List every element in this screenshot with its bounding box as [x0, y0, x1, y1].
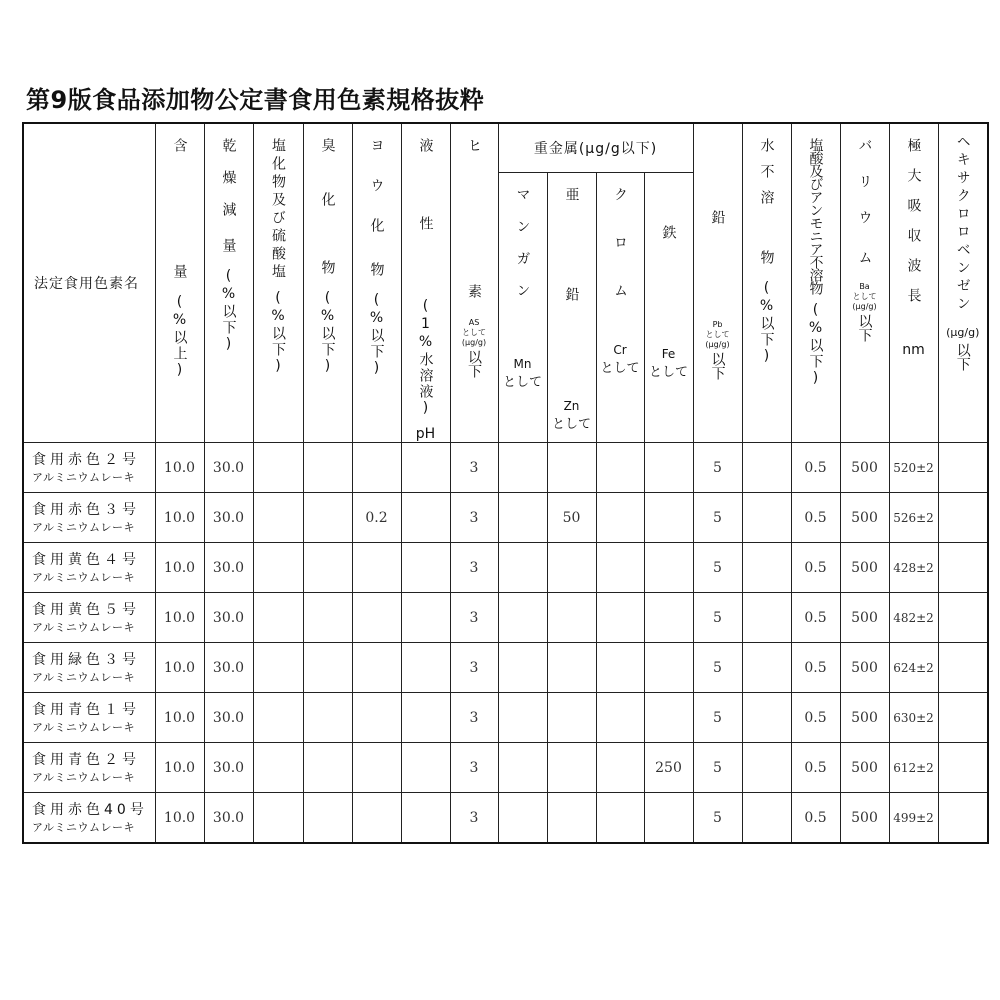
- colorant-name: 食用青色２号: [32, 751, 140, 768]
- header-name: 法定食用色素名: [23, 123, 155, 443]
- cell-empty: [742, 493, 791, 543]
- row-name-cell: [23, 543, 155, 593]
- header-iron: 鉄 Fe として: [644, 172, 693, 442]
- colorant-name: 食用赤色２号: [32, 451, 140, 468]
- cell-empty: [938, 443, 988, 493]
- cell-empty: [498, 543, 547, 593]
- header-lead: 鉛 Pb として (μg/g) 以下: [693, 123, 742, 443]
- cell-arsenic: 3: [450, 643, 498, 693]
- cell-iron: [644, 643, 693, 693]
- header-barium: バリウ ム Ba として (μg/g) 以下: [840, 123, 889, 443]
- colorant-name: 食用黄色４号: [32, 551, 140, 568]
- cell-hcl: 0.5: [791, 443, 840, 493]
- cell-empty: [596, 793, 644, 844]
- row-name-cell: [23, 793, 155, 844]
- row-name-cell: [23, 643, 155, 693]
- cell-lambda: 520±2: [889, 443, 938, 493]
- cell-iron: [644, 793, 693, 844]
- cell-empty: [498, 443, 547, 493]
- cell-hcl: 0.5: [791, 793, 840, 844]
- cell-empty: [742, 643, 791, 693]
- cell-empty: [596, 493, 644, 543]
- cell-empty: [303, 693, 352, 743]
- cell-empty: [938, 593, 988, 643]
- cell-empty: [938, 743, 988, 793]
- spec-table: [22, 122, 989, 844]
- cell-hcl: 0.5: [791, 693, 840, 743]
- cell-empty: [253, 443, 303, 493]
- header-liquid: 液性 (1%水溶液) pH: [401, 123, 450, 443]
- colorant-name: 食用青色１号: [32, 701, 140, 718]
- cell-lead: 5: [693, 443, 742, 493]
- cell-empty: [938, 693, 988, 743]
- cell-empty: [303, 493, 352, 543]
- cell-drying: 30.0: [204, 693, 253, 743]
- cell-empty: [253, 793, 303, 844]
- cell-hcl: 0.5: [791, 743, 840, 793]
- cell-empty: [401, 743, 450, 793]
- cell-content: 10.0: [155, 443, 204, 493]
- cell-lead: 5: [693, 593, 742, 643]
- cell-empty: [253, 593, 303, 643]
- cell-iron: [644, 543, 693, 593]
- cell-arsenic: 3: [450, 743, 498, 793]
- cell-empty: [401, 593, 450, 643]
- cell-content: 10.0: [155, 593, 204, 643]
- cell-arsenic: 3: [450, 693, 498, 743]
- cell-empty: [742, 593, 791, 643]
- cell-empty: [596, 443, 644, 493]
- cell-iron: [644, 493, 693, 543]
- cell-zinc: [547, 643, 596, 693]
- cell-empty: [596, 643, 644, 693]
- colorant-subname: アルミニウムレーキ: [32, 720, 135, 734]
- cell-empty: [498, 593, 547, 643]
- cell-empty: [742, 543, 791, 593]
- cell-empty: [253, 693, 303, 743]
- cell-arsenic: 3: [450, 493, 498, 543]
- cell-iodide: [352, 793, 401, 844]
- cell-empty: [401, 543, 450, 593]
- cell-content: 10.0: [155, 643, 204, 693]
- cell-empty: [401, 493, 450, 543]
- table-row: [23, 493, 988, 543]
- cell-barium: 500: [840, 543, 889, 593]
- cell-iron: [644, 693, 693, 743]
- cell-hcl: 0.5: [791, 643, 840, 693]
- colorant-subname: アルミニウムレーキ: [32, 520, 135, 534]
- cell-lambda: 630±2: [889, 693, 938, 743]
- cell-lambda: 428±2: [889, 543, 938, 593]
- colorant-subname: アルミニウムレーキ: [32, 670, 135, 684]
- cell-empty: [303, 743, 352, 793]
- header-insoluble: 水不溶 物 (%以下): [742, 123, 791, 443]
- colorant-subname: アルミニウムレーキ: [32, 820, 135, 834]
- cell-barium: 500: [840, 593, 889, 643]
- cell-empty: [498, 793, 547, 844]
- cell-zinc: [547, 543, 596, 593]
- table-row: [23, 643, 988, 693]
- cell-barium: 500: [840, 743, 889, 793]
- row-name-cell: [23, 443, 155, 493]
- cell-iodide: [352, 543, 401, 593]
- cell-empty: [401, 793, 450, 844]
- cell-empty: [742, 793, 791, 844]
- cell-arsenic: 3: [450, 543, 498, 593]
- cell-content: 10.0: [155, 793, 204, 844]
- table-row: [23, 743, 988, 793]
- cell-empty: [303, 443, 352, 493]
- cell-empty: [253, 643, 303, 693]
- row-name-cell: [23, 693, 155, 743]
- cell-empty: [401, 443, 450, 493]
- header-drying: 乾燥減 量 (%以下): [204, 123, 253, 443]
- cell-barium: 500: [840, 493, 889, 543]
- cell-arsenic: 3: [450, 593, 498, 643]
- colorant-subname: アルミニウムレーキ: [32, 470, 135, 484]
- header-absorption: 極大吸収波長 nm: [889, 123, 938, 443]
- cell-lambda: 482±2: [889, 593, 938, 643]
- cell-lambda: 612±2: [889, 743, 938, 793]
- cell-empty: [401, 643, 450, 693]
- header-arsenic: ヒ 素 AS として (μg/g) 以下: [450, 123, 498, 443]
- cell-drying: 30.0: [204, 543, 253, 593]
- cell-empty: [253, 493, 303, 543]
- cell-iodide: [352, 693, 401, 743]
- colorant-subname: アルミニウムレーキ: [32, 570, 135, 584]
- cell-iron: [644, 593, 693, 643]
- cell-lead: 5: [693, 793, 742, 844]
- cell-empty: [303, 793, 352, 844]
- row-name-cell: [23, 493, 155, 543]
- cell-iodide: [352, 743, 401, 793]
- header-row-1: [23, 123, 988, 172]
- colorant-name: 食用赤色３号: [32, 501, 140, 518]
- cell-empty: [401, 693, 450, 743]
- cell-zinc: [547, 793, 596, 844]
- cell-barium: 500: [840, 793, 889, 844]
- cell-lead: 5: [693, 543, 742, 593]
- header-chromium: クロム Cr として: [596, 172, 644, 442]
- colorant-subname: アルミニウムレーキ: [32, 770, 135, 784]
- table-row: [23, 593, 988, 643]
- cell-empty: [303, 643, 352, 693]
- colorant-name: 食用黄色５号: [32, 601, 140, 618]
- cell-iron: [644, 443, 693, 493]
- header-heavy-metals: 重金属(μg/g以下): [498, 123, 693, 172]
- table-row: [23, 543, 988, 593]
- cell-zinc: 50: [547, 493, 596, 543]
- cell-barium: 500: [840, 443, 889, 493]
- cell-empty: [938, 493, 988, 543]
- cell-zinc: [547, 443, 596, 493]
- cell-empty: [498, 743, 547, 793]
- header-hcl-ammonia: 塩酸及びアンモニア不溶物 (%以下): [791, 123, 840, 443]
- cell-drying: 30.0: [204, 443, 253, 493]
- cell-iron: 250: [644, 743, 693, 793]
- cell-empty: [938, 793, 988, 844]
- cell-iodide: 0.2: [352, 493, 401, 543]
- cell-lead: 5: [693, 693, 742, 743]
- header-iodide: ヨウ化 物 (%以下): [352, 123, 401, 443]
- header-zinc: 亜鉛 Zn として: [547, 172, 596, 442]
- cell-empty: [742, 743, 791, 793]
- colorant-subname: アルミニウムレーキ: [32, 620, 135, 634]
- cell-content: 10.0: [155, 493, 204, 543]
- cell-zinc: [547, 693, 596, 743]
- cell-drying: 30.0: [204, 593, 253, 643]
- cell-empty: [742, 693, 791, 743]
- cell-content: 10.0: [155, 543, 204, 593]
- cell-empty: [498, 493, 547, 543]
- cell-lead: 5: [693, 493, 742, 543]
- cell-lambda: 624±2: [889, 643, 938, 693]
- colorant-name: 食用赤色40号: [32, 801, 148, 818]
- cell-empty: [253, 543, 303, 593]
- cell-arsenic: 3: [450, 443, 498, 493]
- cell-iodide: [352, 643, 401, 693]
- cell-hcl: 0.5: [791, 493, 840, 543]
- cell-content: 10.0: [155, 693, 204, 743]
- table-row: [23, 793, 988, 844]
- cell-empty: [938, 543, 988, 593]
- row-name-cell: [23, 593, 155, 643]
- cell-barium: 500: [840, 643, 889, 693]
- cell-lead: 5: [693, 643, 742, 693]
- cell-content: 10.0: [155, 743, 204, 793]
- cell-lambda: 499±2: [889, 793, 938, 844]
- header-content: 含 量 (%以上): [155, 123, 204, 443]
- cell-empty: [938, 643, 988, 693]
- cell-hcl: 0.5: [791, 593, 840, 643]
- cell-drying: 30.0: [204, 793, 253, 844]
- cell-zinc: [547, 593, 596, 643]
- table-row: [23, 443, 988, 493]
- cell-hcl: 0.5: [791, 543, 840, 593]
- row-name-cell: [23, 743, 155, 793]
- header-hexachlorobenzene: ヘキサクロロベンゼン (μg/g) 以下: [938, 123, 988, 443]
- cell-empty: [498, 693, 547, 743]
- cell-empty: [253, 743, 303, 793]
- cell-empty: [742, 443, 791, 493]
- cell-empty: [596, 593, 644, 643]
- cell-drying: 30.0: [204, 743, 253, 793]
- page-title: 第9版食品添加物公定書食用色素規格抜粋: [26, 86, 485, 114]
- header-bromide: 臭化 物 (%以下): [303, 123, 352, 443]
- colorant-name: 食用緑色３号: [32, 651, 140, 668]
- cell-lead: 5: [693, 743, 742, 793]
- cell-arsenic: 3: [450, 793, 498, 844]
- cell-barium: 500: [840, 693, 889, 743]
- cell-empty: [596, 693, 644, 743]
- cell-iodide: [352, 443, 401, 493]
- header-chloride: 塩化物及び硫酸塩 (%以下): [253, 123, 303, 443]
- cell-zinc: [547, 743, 596, 793]
- cell-empty: [498, 643, 547, 693]
- cell-lambda: 526±2: [889, 493, 938, 543]
- cell-empty: [596, 543, 644, 593]
- table-body: [23, 443, 988, 844]
- cell-empty: [303, 593, 352, 643]
- cell-empty: [303, 543, 352, 593]
- cell-empty: [596, 743, 644, 793]
- cell-drying: 30.0: [204, 493, 253, 543]
- header-manganese: マンガン Mn として: [498, 172, 547, 442]
- cell-iodide: [352, 593, 401, 643]
- cell-drying: 30.0: [204, 643, 253, 693]
- table-row: [23, 693, 988, 743]
